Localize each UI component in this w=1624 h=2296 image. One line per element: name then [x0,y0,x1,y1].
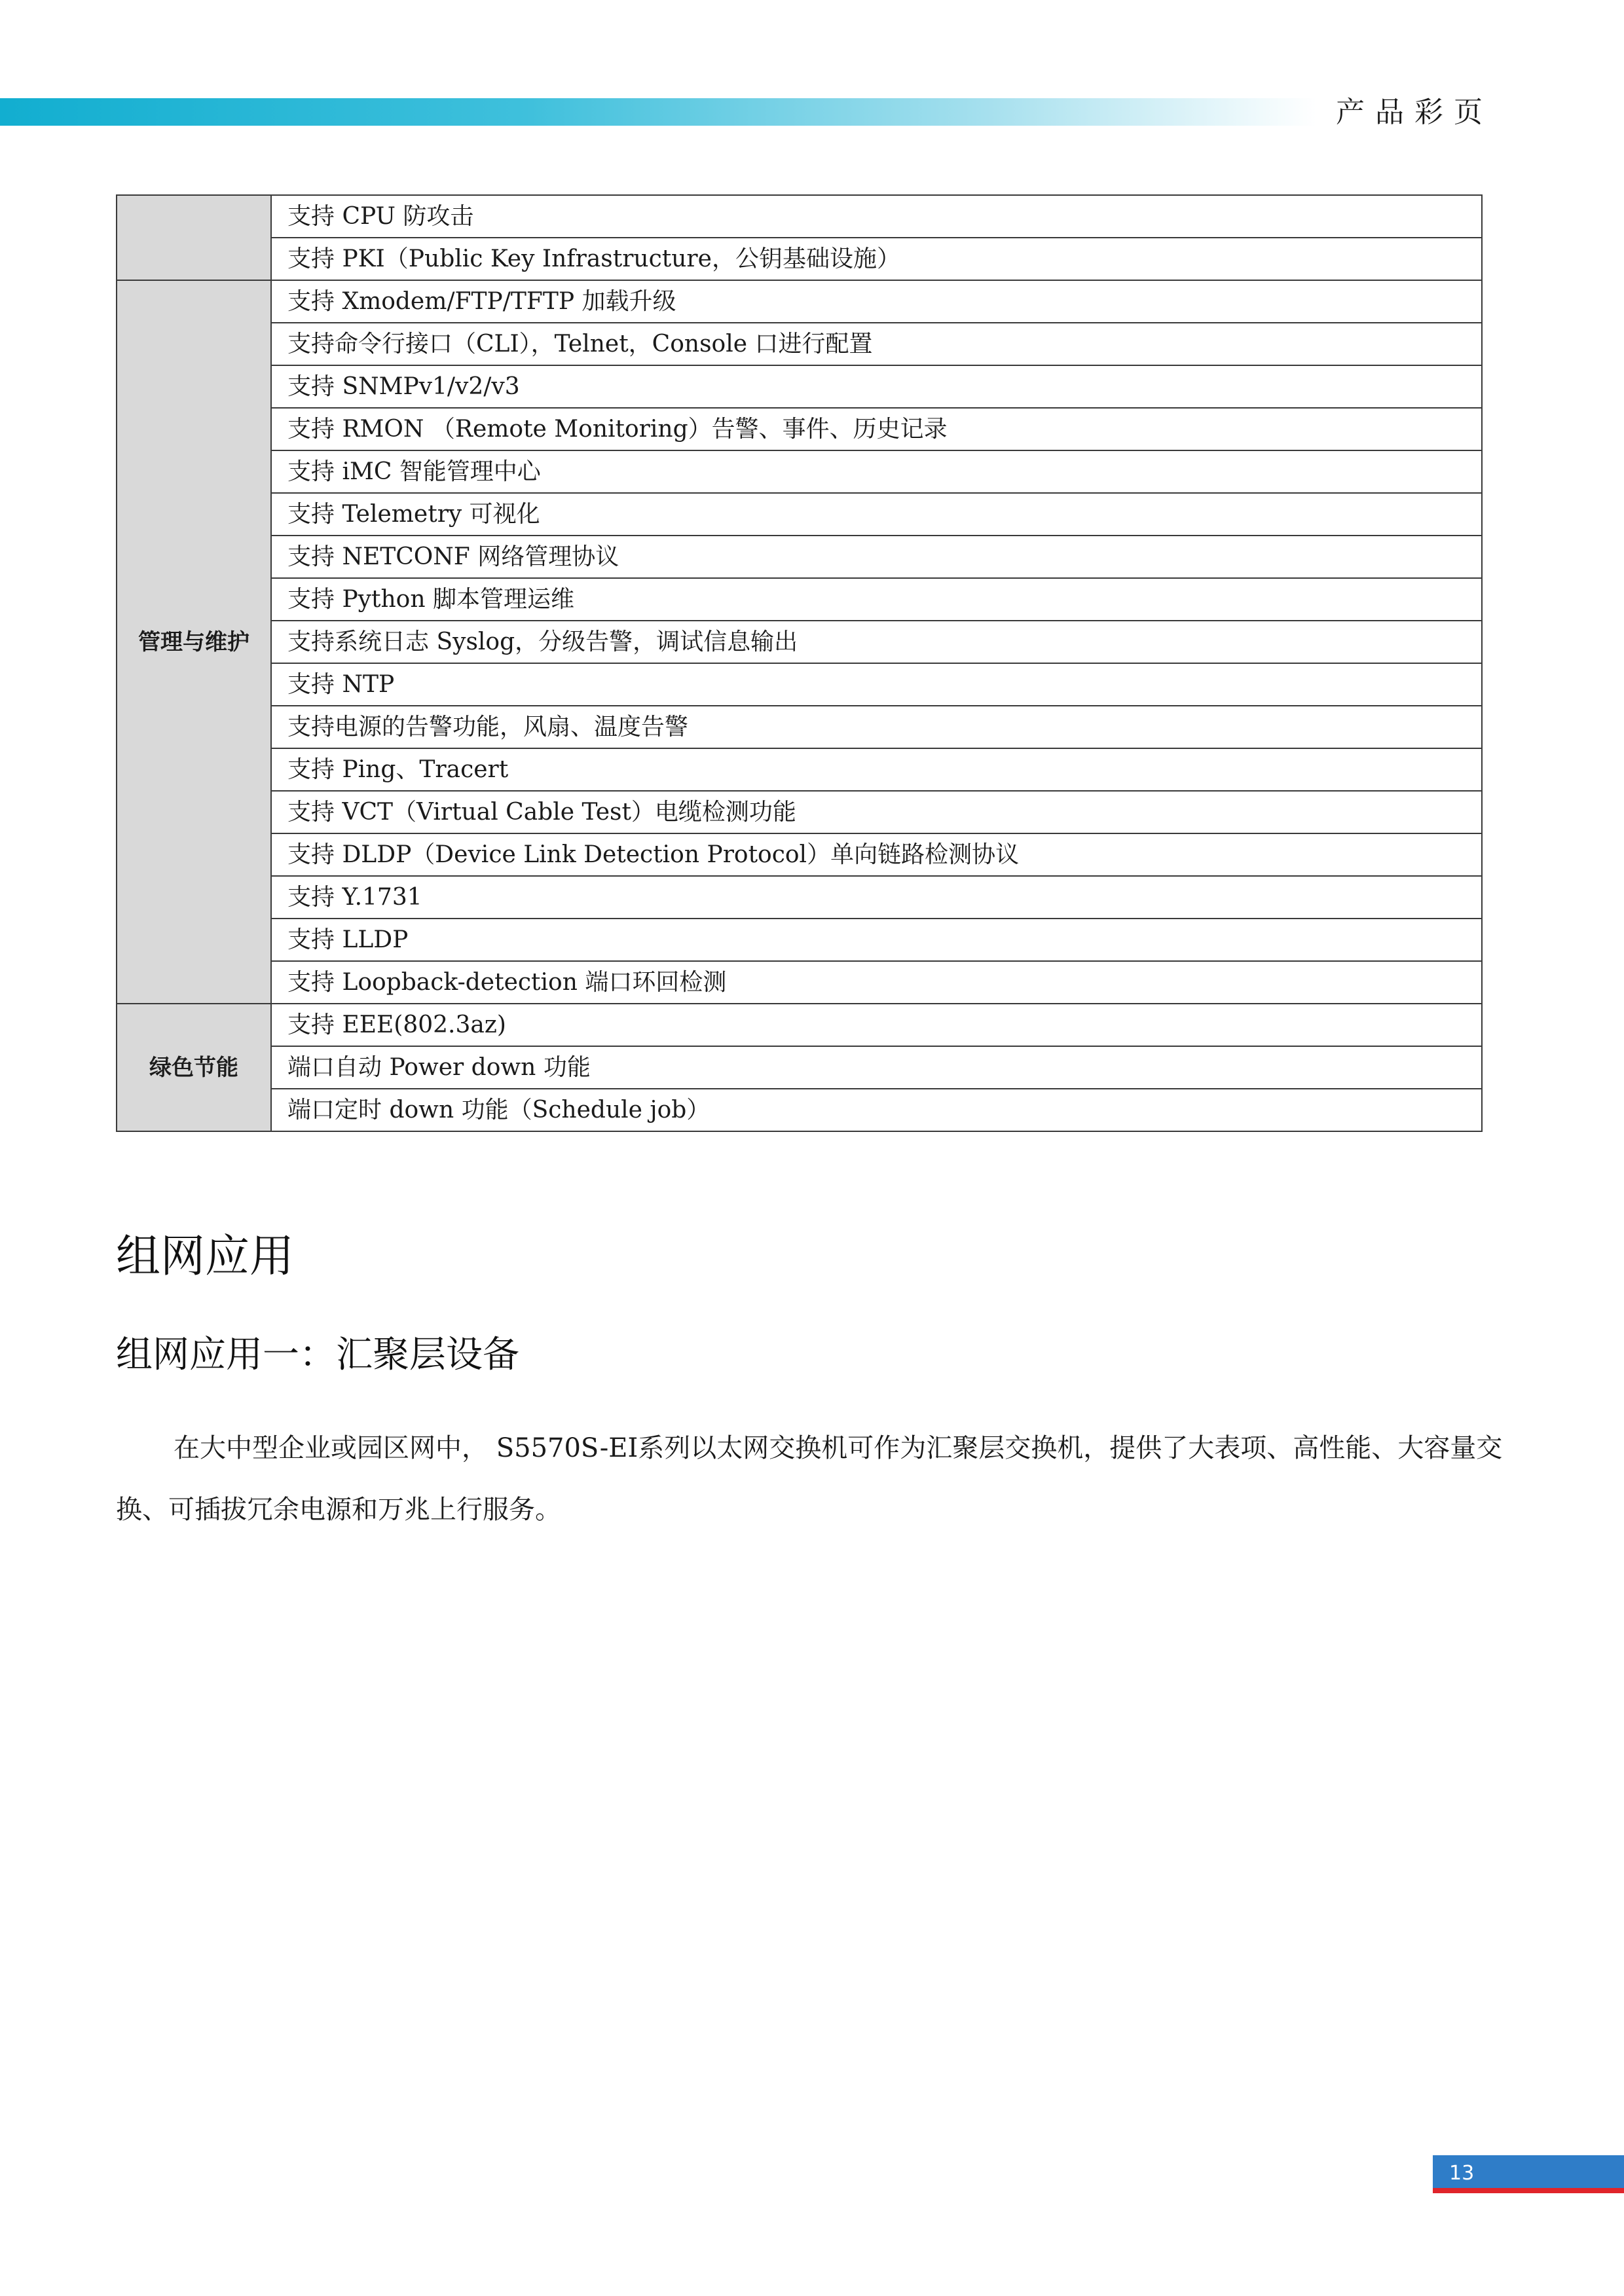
feature-cell: 支持 VCT（Virtual Cable Test）电缆检测功能 [271,791,1482,833]
table-row [117,365,1482,408]
section-subtitle: 组网应用一：汇聚层设备 [116,1334,519,1376]
category-cell [117,195,271,280]
feature-cell: 支持 NETCONF 网络管理协议 [271,536,1482,578]
feature-cell: 支持 Y.1731 [271,876,1482,919]
feature-cell: 支持 Ping、Tracert [271,748,1482,791]
page-number-underline [1433,2188,1624,2193]
page-number: 13 [1449,2162,1475,2185]
feature-cell: 支持 CPU 防攻击 [271,195,1482,238]
table-row [117,791,1482,833]
feature-cell: 支持 Python 脚本管理运维 [271,578,1482,621]
feature-cell: 端口定时 down 功能（Schedule job） [271,1089,1482,1131]
table-row [117,1046,1482,1089]
category-cell: 绿色节能 [117,1004,271,1131]
table-row [117,195,1482,238]
feature-cell: 支持 SNMPv1/v2/v3 [271,365,1482,408]
section-title: 组网应用 [116,1231,295,1283]
table-row [117,578,1482,621]
feature-cell: 支持 EEE(802.3az) [271,1004,1482,1046]
page-number-box [1433,2155,1624,2193]
feature-cell: 支持 Loopback-detection 端口环回检测 [271,961,1482,1004]
table-row [117,1089,1482,1131]
table-row [117,748,1482,791]
feature-cell: 支持命令行接口（CLI），Telnet，Console 口进行配置 [271,323,1482,365]
section-paragraph: 在大中型企业或园区网中， S5570S-EI系列以太网交换机可作为汇聚层交换机，提供了大表项、高性能、大容量交换、可插拔冗余电源和万兆上行服务。 [116,1433,1503,1525]
category-cell: 管理与维护 [117,280,271,1004]
feature-cell: 支持电源的告警功能，风扇、温度告警 [271,706,1482,748]
spec-table-body [117,195,1482,1131]
spec-table [116,194,1483,1132]
header-gradient-bar [0,98,1316,126]
table-row [117,280,1482,323]
feature-cell: 支持系统日志 Syslog，分级告警，调试信息输出 [271,621,1482,663]
table-row [117,1004,1482,1046]
feature-cell: 支持 iMC 智能管理中心 [271,450,1482,493]
feature-cell: 支持 RMON （Remote Monitoring）告警、事件、历史记录 [271,408,1482,450]
table-row [117,706,1482,748]
header-title: 产品彩页 [1336,96,1493,129]
table-row [117,663,1482,706]
feature-cell: 支持 Telemetry 可视化 [271,493,1482,536]
table-row [117,408,1482,450]
feature-cell: 支持 Xmodem/FTP/TFTP 加载升级 [271,280,1482,323]
table-row [117,876,1482,919]
table-row [117,961,1482,1004]
table-row [117,536,1482,578]
table-row [117,919,1482,961]
table-row [117,238,1482,280]
table-row [117,323,1482,365]
table-row [117,493,1482,536]
feature-cell: 支持 LLDP [271,919,1482,961]
feature-cell: 端口自动 Power down 功能 [271,1046,1482,1089]
feature-cell: 支持 DLDP（Device Link Detection Protocol）单向链路检测协议 [271,833,1482,876]
feature-cell: 支持 PKI（Public Key Infrastructure，公钥基础设施） [271,238,1482,280]
feature-cell: 支持 NTP [271,663,1482,706]
table-row [117,833,1482,876]
table-row [117,450,1482,493]
table-row [117,621,1482,663]
